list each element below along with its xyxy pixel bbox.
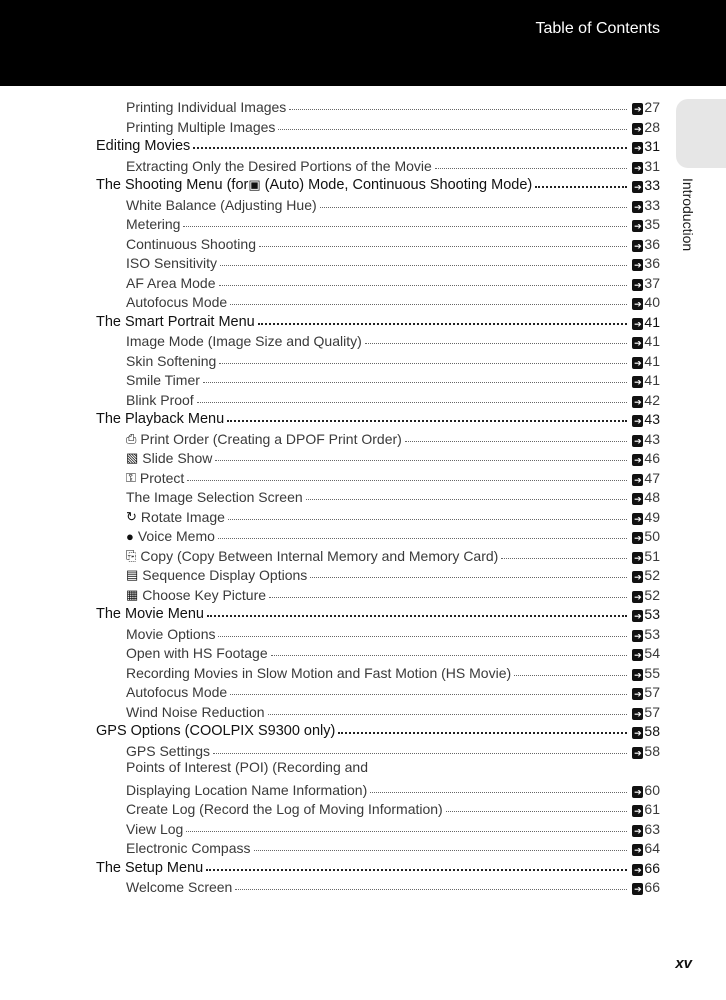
page-reference <box>632 509 660 525</box>
page-number-ref: 54 <box>644 645 660 661</box>
toc-entry-text: (Auto) Mode, Continuous Shooting Mode) <box>264 177 533 193</box>
toc-entry-text: ISO Sensitivity <box>126 255 218 271</box>
toc-entry[interactable] <box>0 291 726 310</box>
dot-leader <box>310 577 627 578</box>
page-reference <box>632 314 660 330</box>
page-number-ref: 60 <box>644 781 660 798</box>
dot-leader <box>306 499 628 500</box>
reference-section-icon: ➔ <box>634 123 642 134</box>
reference-section-icon: ➔ <box>634 338 642 348</box>
toc-entry-text: Choose Key Picture <box>142 586 267 603</box>
page-reference <box>632 236 660 252</box>
toc-entry[interactable] <box>0 584 726 603</box>
toc-entry-text: Slide Show <box>142 450 213 466</box>
toc-entry-text: Metering <box>126 216 181 232</box>
dot-leader <box>259 246 627 247</box>
dot-leader <box>365 343 628 344</box>
toc-entry[interactable] <box>0 174 726 193</box>
toc-entry-text: Printing Multiple Images <box>126 118 276 135</box>
page-number-ref: 64 <box>644 840 660 856</box>
page-number-ref: 36 <box>644 255 660 271</box>
sequence-display-icon: ▤ <box>126 567 139 582</box>
toc-entry-text: Editing Movies <box>96 138 191 154</box>
toc-entry[interactable] <box>0 447 726 466</box>
reference-section-icon: ➔ <box>634 455 642 465</box>
toc-entry-text: Movie Options <box>126 625 216 642</box>
reference-section-icon: ➔ <box>634 533 642 543</box>
reference-section-icon: ➔ <box>634 650 642 660</box>
toc-entry[interactable] <box>0 798 726 817</box>
page-number-ref: 28 <box>644 118 660 135</box>
page-number-ref: 33 <box>644 196 660 213</box>
reference-section-icon: ➔ <box>634 162 642 173</box>
dot-leader <box>219 285 628 286</box>
toc-entry[interactable] <box>0 369 726 388</box>
dot-leader <box>203 382 628 383</box>
page-reference <box>632 567 660 583</box>
toc-entry-text: The Movie Menu <box>96 606 204 622</box>
toc-entry-text: Rotate Image <box>140 508 225 525</box>
page-reference <box>632 450 660 466</box>
toc-entry-text: Smile Timer <box>126 372 200 388</box>
dot-leader <box>235 889 627 890</box>
page-number-ref: 43 <box>644 411 660 427</box>
dot-leader <box>258 323 628 325</box>
page-number-ref: 31 <box>644 157 660 174</box>
dot-leader <box>183 226 627 227</box>
microphone-icon: ● <box>126 529 134 544</box>
page-reference <box>632 333 660 349</box>
dot-leader <box>187 480 627 481</box>
reference-section-icon: ➔ <box>634 552 642 563</box>
page-number-ref: 51 <box>644 547 660 564</box>
page-reference <box>632 275 660 291</box>
dot-leader <box>435 168 628 169</box>
reference-section-icon: ➔ <box>634 221 642 231</box>
page-reference <box>632 353 660 369</box>
reference-section-icon: ➔ <box>634 494 642 504</box>
page-number-ref: 53 <box>644 606 660 622</box>
toc-entry-text: View Log <box>126 820 184 837</box>
page-reference <box>632 372 660 388</box>
toc-entry-text: Continuous Shooting <box>126 235 256 252</box>
page-number-ref: 46 <box>644 450 660 466</box>
reference-section-icon: ➔ <box>634 318 642 329</box>
page-reference <box>632 723 660 739</box>
toc-entry[interactable] <box>0 701 726 720</box>
dot-leader <box>271 655 628 656</box>
toc-entry[interactable] <box>0 486 726 505</box>
page-reference <box>632 704 660 720</box>
page-number-ref: 55 <box>644 664 660 681</box>
toc-entry-text: Printing Individual Images <box>126 99 287 115</box>
page-reference <box>632 489 660 505</box>
dot-leader <box>278 129 627 130</box>
page-reference <box>632 138 660 154</box>
toc-entry-text: GPS Settings <box>126 742 211 759</box>
page-number-ref: 35 <box>644 216 660 232</box>
page-number-ref: 31 <box>644 138 660 154</box>
page-number-ref: 66 <box>644 879 660 895</box>
reference-section-icon: ➔ <box>634 416 642 426</box>
toc-entry-text: Protect <box>139 469 185 486</box>
reference-section-icon: ➔ <box>634 104 642 114</box>
toc-entry[interactable] <box>0 389 726 408</box>
page-reference <box>632 626 660 642</box>
toc-entry-text: Autofocus Mode <box>126 294 228 310</box>
toc-entry-text: Image Mode (Image Size and Quality) <box>126 333 362 349</box>
page-number-ref: 58 <box>644 742 660 759</box>
toc-entry-text: The Playback Menu <box>96 411 225 427</box>
toc-entry[interactable] <box>0 96 726 115</box>
page-number-ref: 57 <box>644 684 660 700</box>
toc-entry-text: Print Order (Creating a DPOF Print Order) <box>140 430 402 447</box>
dot-leader <box>501 558 627 559</box>
toc-entry-text: Autofocus Mode <box>126 684 228 700</box>
page-number-ref: 52 <box>644 567 660 583</box>
reference-section-icon: ➔ <box>634 182 642 192</box>
dot-leader <box>338 732 627 734</box>
dot-leader <box>289 109 627 110</box>
reference-section-icon: ➔ <box>634 630 642 641</box>
dot-leader <box>228 519 627 520</box>
page-number-ref: 53 <box>644 625 660 642</box>
page-reference <box>632 177 660 193</box>
page-reference <box>632 821 660 837</box>
toc-entry[interactable] <box>0 330 726 349</box>
page-number-ref: 58 <box>644 723 660 739</box>
toc-entry-text: The Smart Portrait Menu <box>96 313 255 330</box>
page-number-ref: 47 <box>644 469 660 486</box>
page-reference <box>632 528 660 544</box>
page-reference <box>632 879 660 895</box>
dot-leader <box>186 831 627 832</box>
toc-entry-text: The Shooting Menu (for <box>96 177 249 193</box>
page-number-ref: 57 <box>644 703 660 720</box>
toc-entry[interactable] <box>0 272 726 291</box>
dot-leader <box>269 597 627 598</box>
toc-entry[interactable] <box>0 194 726 213</box>
toc-entry[interactable] <box>0 876 726 895</box>
toc-entry-text: Recording Movies in Slow Motion and Fast Motion (HS Movie) <box>126 664 512 681</box>
page-reference <box>632 119 660 135</box>
toc-entry[interactable] <box>0 662 726 681</box>
page-number-ref: 52 <box>644 586 660 603</box>
toc-entry-text: Copy (Copy Between Internal Memory and Memory Card) <box>140 547 499 564</box>
toc-entry[interactable] <box>0 603 726 622</box>
dot-leader <box>206 869 627 871</box>
page-reference <box>632 860 660 876</box>
page-reference <box>632 645 660 661</box>
reference-section-icon: ➔ <box>634 845 642 855</box>
page-reference <box>632 548 660 564</box>
reference-section-icon: ➔ <box>634 474 642 485</box>
page-reference <box>632 801 660 817</box>
dot-leader <box>230 304 627 305</box>
dot-leader <box>218 636 627 637</box>
reference-section-icon: ➔ <box>634 572 642 582</box>
toc-entry[interactable] <box>0 759 726 778</box>
page-number-ref: 42 <box>644 391 660 408</box>
toc-entry[interactable] <box>0 135 726 154</box>
header-bar <box>0 0 726 86</box>
toc-entry-text: The Setup Menu <box>96 859 204 876</box>
dot-leader <box>207 615 627 617</box>
page-number-ref: 41 <box>644 333 660 349</box>
toc-entry-text: Extracting Only the Desired Portions of the Movie <box>126 157 432 174</box>
page-reference <box>632 470 660 486</box>
reference-section-icon: ➔ <box>634 728 642 738</box>
dot-leader <box>254 850 628 851</box>
camera-icon: ▣ <box>248 177 261 192</box>
page-number-ref: 66 <box>644 859 660 876</box>
page-number: xv <box>675 955 692 972</box>
dot-leader <box>215 460 627 461</box>
page-reference <box>632 665 660 681</box>
page-reference <box>632 216 660 232</box>
reference-section-icon: ➔ <box>634 825 642 836</box>
toc-entry-text: Displaying Location Name Information) <box>126 781 368 798</box>
toc-entry-text: White Balance (Adjusting Hue) <box>126 196 317 213</box>
toc-entry-text: Create Log (Record the Log of Moving Information) <box>126 801 443 817</box>
key-picture-icon: ▦ <box>126 586 139 602</box>
dot-leader <box>197 402 628 403</box>
toc-entry[interactable] <box>0 467 726 486</box>
slide-show-icon: ▧ <box>126 450 139 465</box>
protect-key-icon: ⚿ <box>126 469 136 485</box>
toc-entry[interactable] <box>0 740 726 759</box>
page-number-ref: 48 <box>644 489 660 505</box>
reference-section-icon: ➔ <box>634 260 642 270</box>
toc-entry[interactable] <box>0 350 726 369</box>
reference-section-icon: ➔ <box>634 513 642 524</box>
toc-entry[interactable] <box>0 681 726 700</box>
reference-section-icon: ➔ <box>634 357 642 368</box>
toc-entry-text: Wind Noise Reduction <box>126 703 265 720</box>
toc-entry[interactable] <box>0 525 726 544</box>
dot-leader <box>219 363 627 364</box>
toc-entry[interactable] <box>0 642 726 661</box>
page-number-ref: 40 <box>644 294 660 310</box>
dot-leader <box>193 147 627 149</box>
page-reference <box>632 782 660 798</box>
reference-section-icon: ➔ <box>634 591 642 602</box>
dot-leader <box>218 538 628 539</box>
page-number-ref: 41 <box>644 352 660 369</box>
toc-entry-text: Points of Interest (POI) (Recording and <box>126 759 368 775</box>
toc-entry-text: AF Area Mode <box>126 274 216 291</box>
dot-leader <box>320 207 628 208</box>
dot-leader <box>446 811 628 812</box>
toc-entry-text: Welcome Screen <box>126 879 233 895</box>
dot-leader <box>268 714 628 715</box>
reference-section-icon: ➔ <box>634 435 642 446</box>
toc-entry-text: Sequence Display Options <box>142 567 308 583</box>
page-reference <box>632 294 660 310</box>
dot-leader <box>230 694 627 695</box>
dot-leader <box>213 753 627 754</box>
copy-icon: ⎘ <box>126 547 137 563</box>
page-number-ref: 36 <box>644 235 660 252</box>
page-reference <box>632 392 660 408</box>
reference-section-icon: ➔ <box>634 864 642 875</box>
toc-entry[interactable] <box>0 252 726 271</box>
toc-entry[interactable] <box>0 837 726 856</box>
toc-entry-text: Open with HS Footage <box>126 645 268 661</box>
page-reference <box>632 99 660 115</box>
reference-section-icon: ➔ <box>634 786 642 797</box>
section-tab-label: Introduction <box>680 178 696 252</box>
toc-entry[interactable] <box>0 545 726 564</box>
page-number-ref: 37 <box>644 274 660 291</box>
page-reference <box>632 606 660 622</box>
page-reference <box>632 411 660 427</box>
page-number-ref: 41 <box>644 313 660 330</box>
page-number-ref: 41 <box>644 372 660 388</box>
toc-entry[interactable] <box>0 506 726 525</box>
toc-entry[interactable] <box>0 116 726 135</box>
dot-leader <box>535 186 627 188</box>
dot-leader <box>370 792 627 793</box>
reference-section-icon: ➔ <box>634 299 642 309</box>
page-number-ref: 63 <box>644 820 660 837</box>
page-reference <box>632 840 660 856</box>
page-number-ref: 27 <box>644 99 660 115</box>
page-number-ref: 50 <box>644 528 660 544</box>
page-reference <box>632 743 660 759</box>
reference-section-icon: ➔ <box>634 669 642 680</box>
toc-entry-text: GPS Options (COOLPIX S9300 only) <box>96 723 336 739</box>
toc-entry[interactable] <box>0 818 726 837</box>
toc-entry-text: Skin Softening <box>126 352 217 369</box>
reference-section-icon: ➔ <box>634 747 642 758</box>
reference-section-icon: ➔ <box>634 240 642 251</box>
page-reference <box>632 158 660 174</box>
page-title: Table of Contents <box>535 20 660 37</box>
rotate-image-icon: ↻ <box>126 508 137 524</box>
toc-entry[interactable] <box>0 408 726 427</box>
toc-entry[interactable] <box>0 311 726 330</box>
reference-section-icon: ➔ <box>634 689 642 699</box>
toc-entry[interactable] <box>0 428 726 447</box>
toc-entry[interactable] <box>0 779 726 798</box>
page-number-ref: 43 <box>644 430 660 447</box>
toc-entry[interactable] <box>0 155 726 174</box>
reference-section-icon: ➔ <box>634 377 642 387</box>
reference-section-icon: ➔ <box>634 708 642 719</box>
toc-entry-text: The Image Selection Screen <box>126 489 303 505</box>
print-order-icon: ⎙ <box>126 430 137 446</box>
reference-section-icon: ➔ <box>634 201 642 212</box>
dot-leader <box>514 675 627 676</box>
toc-entry[interactable] <box>0 857 726 876</box>
page-reference <box>632 431 660 447</box>
page-number-ref: 33 <box>644 177 660 193</box>
toc-entry[interactable] <box>0 233 726 252</box>
reference-section-icon: ➔ <box>634 884 642 894</box>
toc-entry[interactable] <box>0 623 726 642</box>
dot-leader <box>405 441 628 442</box>
page-reference <box>632 255 660 271</box>
page-reference <box>632 684 660 700</box>
page-number-ref: 49 <box>644 508 660 525</box>
dot-leader <box>227 420 627 422</box>
toc-entry[interactable] <box>0 213 726 232</box>
reference-section-icon: ➔ <box>634 806 642 816</box>
toc-entry[interactable] <box>0 564 726 583</box>
reference-section-icon: ➔ <box>634 611 642 621</box>
page-reference <box>632 197 660 213</box>
toc-entry-text: Electronic Compass <box>126 840 251 856</box>
toc-entry[interactable] <box>0 720 726 739</box>
toc-entry-text: Voice Memo <box>137 528 215 544</box>
toc-entry-text: Blink Proof <box>126 391 194 408</box>
dot-leader <box>220 265 627 266</box>
reference-section-icon: ➔ <box>634 396 642 407</box>
reference-section-icon: ➔ <box>634 279 642 290</box>
page-reference <box>632 587 660 603</box>
page-number-ref: 61 <box>644 801 660 817</box>
reference-section-icon: ➔ <box>634 143 642 153</box>
